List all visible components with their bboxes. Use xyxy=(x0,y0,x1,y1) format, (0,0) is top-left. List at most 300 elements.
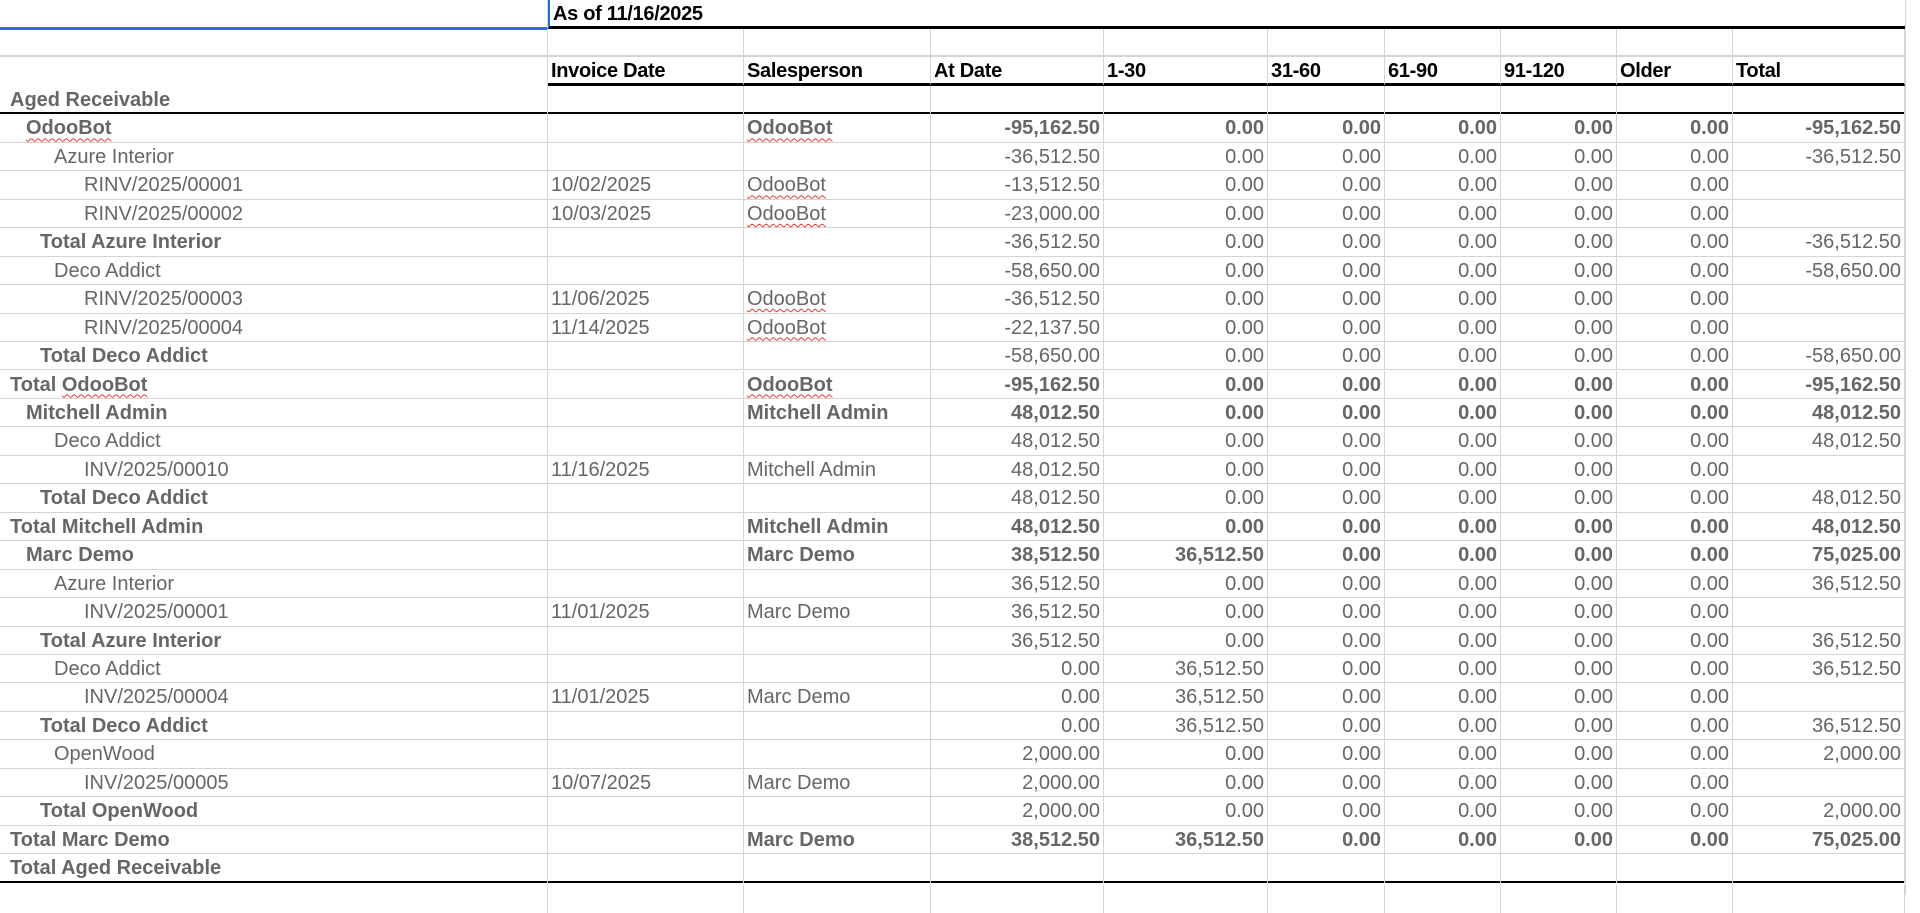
amount-total[interactable] xyxy=(1733,200,1905,228)
amount-at-date[interactable]: -95,162.50 xyxy=(931,371,1104,399)
row-label[interactable] xyxy=(0,456,548,484)
amount-1-30[interactable]: 0.00 xyxy=(1104,427,1268,455)
header-total[interactable]: Total xyxy=(1733,57,1905,86)
amount-91-120[interactable]: 0.00 xyxy=(1501,257,1617,285)
row-label[interactable] xyxy=(0,285,548,313)
amount-61-90[interactable]: 0.00 xyxy=(1385,826,1501,854)
amount-at-date[interactable]: -58,650.00 xyxy=(931,342,1104,370)
salesperson-cell[interactable] xyxy=(744,257,931,285)
amount-1-30[interactable]: 0.00 xyxy=(1104,171,1268,199)
row-label[interactable] xyxy=(0,143,548,171)
amount-older[interactable]: 0.00 xyxy=(1617,399,1733,427)
amount-91-120[interactable]: 0.00 xyxy=(1501,570,1617,598)
amount-31-60[interactable]: 0.00 xyxy=(1268,826,1385,854)
amount-older[interactable]: 0.00 xyxy=(1617,342,1733,370)
amount-total[interactable]: -95,162.50 xyxy=(1733,371,1905,399)
row-label[interactable] xyxy=(0,513,548,541)
amount-older[interactable]: 0.00 xyxy=(1617,570,1733,598)
amount-total[interactable]: 2,000.00 xyxy=(1733,740,1905,768)
cell-a1[interactable] xyxy=(0,0,548,30)
row-label[interactable] xyxy=(0,399,548,427)
amount-1-30[interactable]: 0.00 xyxy=(1104,769,1268,797)
amount-older[interactable]: 0.00 xyxy=(1617,655,1733,683)
amount-1-30[interactable] xyxy=(1104,854,1268,882)
row-label[interactable] xyxy=(0,797,548,825)
salesperson-cell[interactable] xyxy=(744,86,931,114)
amount-at-date[interactable]: 38,512.50 xyxy=(931,541,1104,569)
amount-1-30[interactable]: 36,512.50 xyxy=(1104,541,1268,569)
amount-61-90[interactable]: 0.00 xyxy=(1385,285,1501,313)
amount-total[interactable]: 2,000.00 xyxy=(1733,797,1905,825)
amount-1-30[interactable] xyxy=(1104,86,1268,114)
amount-91-120[interactable] xyxy=(1501,854,1617,882)
amount-91-120[interactable]: 0.00 xyxy=(1501,200,1617,228)
amount-61-90[interactable]: 0.00 xyxy=(1385,627,1501,655)
invoice-date-cell[interactable] xyxy=(548,712,744,740)
row-label[interactable] xyxy=(0,655,548,683)
invoice-date-cell[interactable] xyxy=(548,399,744,427)
amount-61-90[interactable]: 0.00 xyxy=(1385,598,1501,626)
amount-at-date[interactable]: 36,512.50 xyxy=(931,598,1104,626)
amount-older[interactable] xyxy=(1617,854,1733,882)
invoice-date-cell[interactable] xyxy=(548,228,744,256)
amount-at-date[interactable]: -23,000.00 xyxy=(931,200,1104,228)
amount-1-30[interactable]: 0.00 xyxy=(1104,371,1268,399)
salesperson-cell[interactable] xyxy=(744,797,931,825)
amount-total[interactable]: 48,012.50 xyxy=(1733,427,1905,455)
amount-91-120[interactable]: 0.00 xyxy=(1501,342,1617,370)
row-label[interactable] xyxy=(0,826,548,854)
amount-31-60[interactable]: 0.00 xyxy=(1268,541,1385,569)
invoice-date-cell[interactable] xyxy=(548,484,744,512)
amount-older[interactable] xyxy=(1617,86,1733,114)
amount-31-60[interactable]: 0.00 xyxy=(1268,769,1385,797)
amount-91-120[interactable]: 0.00 xyxy=(1501,655,1617,683)
amount-1-30[interactable]: 0.00 xyxy=(1104,456,1268,484)
amount-91-120[interactable] xyxy=(1501,86,1617,114)
invoice-date-cell[interactable]: 10/03/2025 xyxy=(548,200,744,228)
amount-total[interactable] xyxy=(1733,86,1905,114)
amount-total[interactable]: -95,162.50 xyxy=(1733,114,1905,142)
amount-at-date[interactable]: 38,512.50 xyxy=(931,826,1104,854)
amount-91-120[interactable]: 0.00 xyxy=(1501,797,1617,825)
amount-61-90[interactable] xyxy=(1385,854,1501,882)
amount-older[interactable]: 0.00 xyxy=(1617,826,1733,854)
amount-61-90[interactable]: 0.00 xyxy=(1385,314,1501,342)
cell[interactable] xyxy=(1501,885,1617,913)
amount-older[interactable]: 0.00 xyxy=(1617,683,1733,711)
amount-31-60[interactable]: 0.00 xyxy=(1268,285,1385,313)
invoice-date-cell[interactable] xyxy=(548,854,744,882)
salesperson-cell[interactable] xyxy=(744,143,931,171)
salesperson-cell[interactable] xyxy=(744,399,931,427)
amount-61-90[interactable]: 0.00 xyxy=(1385,200,1501,228)
amount-61-90[interactable]: 0.00 xyxy=(1385,257,1501,285)
amount-91-120[interactable]: 0.00 xyxy=(1501,399,1617,427)
invoice-date-cell[interactable] xyxy=(548,114,744,142)
cell[interactable] xyxy=(1501,29,1617,57)
amount-91-120[interactable]: 0.00 xyxy=(1501,228,1617,256)
invoice-date-cell[interactable] xyxy=(548,143,744,171)
header-1-30[interactable]: 1-30 xyxy=(1104,57,1268,86)
amount-1-30[interactable]: 0.00 xyxy=(1104,314,1268,342)
amount-1-30[interactable]: 0.00 xyxy=(1104,740,1268,768)
amount-total[interactable]: -58,650.00 xyxy=(1733,342,1905,370)
amount-older[interactable]: 0.00 xyxy=(1617,427,1733,455)
cell[interactable] xyxy=(0,885,548,913)
amount-total[interactable] xyxy=(1733,285,1905,313)
amount-total[interactable]: 75,025.00 xyxy=(1733,541,1905,569)
header-older[interactable]: Older xyxy=(1617,57,1733,86)
invoice-date-cell[interactable] xyxy=(548,257,744,285)
amount-31-60[interactable]: 0.00 xyxy=(1268,314,1385,342)
salesperson-cell[interactable] xyxy=(744,826,931,854)
amount-older[interactable]: 0.00 xyxy=(1617,456,1733,484)
amount-older[interactable]: 0.00 xyxy=(1617,598,1733,626)
amount-at-date[interactable]: 48,012.50 xyxy=(931,427,1104,455)
amount-total[interactable] xyxy=(1733,769,1905,797)
amount-1-30[interactable]: 0.00 xyxy=(1104,598,1268,626)
amount-91-120[interactable]: 0.00 xyxy=(1501,143,1617,171)
salesperson-cell[interactable] xyxy=(744,285,931,313)
amount-older[interactable]: 0.00 xyxy=(1617,228,1733,256)
amount-31-60[interactable]: 0.00 xyxy=(1268,171,1385,199)
amount-older[interactable]: 0.00 xyxy=(1617,171,1733,199)
amount-at-date[interactable]: 48,012.50 xyxy=(931,399,1104,427)
amount-61-90[interactable]: 0.00 xyxy=(1385,456,1501,484)
invoice-date-cell[interactable] xyxy=(548,740,744,768)
invoice-date-cell[interactable] xyxy=(548,427,744,455)
amount-at-date[interactable]: -58,650.00 xyxy=(931,257,1104,285)
invoice-date-cell[interactable]: 11/01/2025 xyxy=(548,598,744,626)
amount-31-60[interactable]: 0.00 xyxy=(1268,484,1385,512)
header-salesperson[interactable]: Salesperson xyxy=(744,57,931,86)
amount-1-30[interactable]: 0.00 xyxy=(1104,285,1268,313)
salesperson-cell[interactable] xyxy=(744,114,931,142)
amount-61-90[interactable]: 0.00 xyxy=(1385,541,1501,569)
amount-31-60[interactable]: 0.00 xyxy=(1268,456,1385,484)
amount-total[interactable]: 36,512.50 xyxy=(1733,627,1905,655)
amount-91-120[interactable]: 0.00 xyxy=(1501,314,1617,342)
salesperson-cell[interactable] xyxy=(744,456,931,484)
amount-31-60[interactable]: 0.00 xyxy=(1268,655,1385,683)
row-label[interactable] xyxy=(0,683,548,711)
amount-61-90[interactable]: 0.00 xyxy=(1385,769,1501,797)
row-label[interactable] xyxy=(0,570,548,598)
row-label[interactable] xyxy=(0,371,548,399)
cell[interactable] xyxy=(548,29,744,57)
amount-31-60[interactable]: 0.00 xyxy=(1268,342,1385,370)
amount-at-date[interactable]: -36,512.50 xyxy=(931,228,1104,256)
row-label[interactable] xyxy=(0,627,548,655)
amount-older[interactable]: 0.00 xyxy=(1617,285,1733,313)
amount-at-date[interactable]: -13,512.50 xyxy=(931,171,1104,199)
amount-at-date[interactable]: 48,012.50 xyxy=(931,456,1104,484)
amount-1-30[interactable]: 0.00 xyxy=(1104,143,1268,171)
amount-at-date[interactable]: 2,000.00 xyxy=(931,740,1104,768)
amount-at-date[interactable]: 0.00 xyxy=(931,683,1104,711)
amount-31-60[interactable]: 0.00 xyxy=(1268,371,1385,399)
amount-91-120[interactable]: 0.00 xyxy=(1501,740,1617,768)
amount-31-60[interactable]: 0.00 xyxy=(1268,143,1385,171)
salesperson-cell[interactable] xyxy=(744,171,931,199)
amount-91-120[interactable]: 0.00 xyxy=(1501,371,1617,399)
amount-older[interactable]: 0.00 xyxy=(1617,314,1733,342)
header-at-date[interactable]: At Date xyxy=(931,57,1104,86)
row-label[interactable] xyxy=(0,854,548,882)
amount-1-30[interactable]: 0.00 xyxy=(1104,342,1268,370)
amount-1-30[interactable]: 0.00 xyxy=(1104,200,1268,228)
amount-at-date[interactable]: -95,162.50 xyxy=(931,114,1104,142)
amount-61-90[interactable]: 0.00 xyxy=(1385,143,1501,171)
amount-61-90[interactable]: 0.00 xyxy=(1385,114,1501,142)
amount-older[interactable]: 0.00 xyxy=(1617,740,1733,768)
amount-older[interactable]: 0.00 xyxy=(1617,484,1733,512)
cell[interactable] xyxy=(1385,29,1501,57)
cell[interactable] xyxy=(1104,29,1268,57)
amount-91-120[interactable]: 0.00 xyxy=(1501,541,1617,569)
amount-31-60[interactable]: 0.00 xyxy=(1268,114,1385,142)
salesperson-cell[interactable] xyxy=(744,427,931,455)
amount-91-120[interactable]: 0.00 xyxy=(1501,427,1617,455)
amount-31-60[interactable]: 0.00 xyxy=(1268,228,1385,256)
row-label[interactable] xyxy=(0,200,548,228)
invoice-date-cell[interactable]: 10/07/2025 xyxy=(548,769,744,797)
amount-91-120[interactable]: 0.00 xyxy=(1501,712,1617,740)
amount-61-90[interactable]: 0.00 xyxy=(1385,484,1501,512)
amount-91-120[interactable]: 0.00 xyxy=(1501,484,1617,512)
amount-91-120[interactable]: 0.00 xyxy=(1501,683,1617,711)
amount-total[interactable]: -58,650.00 xyxy=(1733,257,1905,285)
cell[interactable] xyxy=(0,57,548,85)
invoice-date-cell[interactable] xyxy=(548,541,744,569)
amount-31-60[interactable]: 0.00 xyxy=(1268,740,1385,768)
amount-older[interactable]: 0.00 xyxy=(1617,143,1733,171)
amount-61-90[interactable]: 0.00 xyxy=(1385,371,1501,399)
amount-1-30[interactable]: 36,512.50 xyxy=(1104,712,1268,740)
cell[interactable] xyxy=(931,29,1104,57)
salesperson-cell[interactable] xyxy=(744,541,931,569)
row-label[interactable] xyxy=(0,114,548,142)
cell[interactable] xyxy=(744,885,931,913)
amount-61-90[interactable] xyxy=(1385,86,1501,114)
amount-at-date[interactable]: -22,137.50 xyxy=(931,314,1104,342)
amount-1-30[interactable]: 0.00 xyxy=(1104,570,1268,598)
amount-total[interactable] xyxy=(1733,456,1905,484)
cell[interactable] xyxy=(1268,885,1385,913)
amount-61-90[interactable]: 0.00 xyxy=(1385,427,1501,455)
amount-older[interactable]: 0.00 xyxy=(1617,769,1733,797)
amount-total[interactable] xyxy=(1733,171,1905,199)
row-label[interactable] xyxy=(0,427,548,455)
salesperson-cell[interactable] xyxy=(744,598,931,626)
amount-total[interactable]: 36,512.50 xyxy=(1733,570,1905,598)
amount-91-120[interactable]: 0.00 xyxy=(1501,114,1617,142)
invoice-date-cell[interactable] xyxy=(548,513,744,541)
amount-31-60[interactable]: 0.00 xyxy=(1268,598,1385,626)
salesperson-cell[interactable] xyxy=(744,740,931,768)
cell[interactable] xyxy=(1733,29,1905,57)
amount-91-120[interactable]: 0.00 xyxy=(1501,598,1617,626)
invoice-date-cell[interactable]: 11/01/2025 xyxy=(548,683,744,711)
salesperson-cell[interactable] xyxy=(744,371,931,399)
amount-older[interactable]: 0.00 xyxy=(1617,712,1733,740)
invoice-date-cell[interactable] xyxy=(548,627,744,655)
salesperson-cell[interactable] xyxy=(744,228,931,256)
amount-31-60[interactable] xyxy=(1268,854,1385,882)
salesperson-cell[interactable] xyxy=(744,314,931,342)
salesperson-cell[interactable] xyxy=(744,200,931,228)
amount-total[interactable]: 36,512.50 xyxy=(1733,712,1905,740)
amount-total[interactable] xyxy=(1733,854,1905,882)
amount-older[interactable]: 0.00 xyxy=(1617,627,1733,655)
amount-at-date[interactable]: 0.00 xyxy=(931,712,1104,740)
cell[interactable] xyxy=(931,885,1104,913)
salesperson-cell[interactable] xyxy=(744,712,931,740)
amount-at-date[interactable]: -36,512.50 xyxy=(931,285,1104,313)
amount-1-30[interactable]: 0.00 xyxy=(1104,484,1268,512)
cell[interactable] xyxy=(1617,885,1733,913)
salesperson-cell[interactable] xyxy=(744,570,931,598)
salesperson-cell[interactable] xyxy=(744,854,931,882)
header-31-60[interactable]: 31-60 xyxy=(1268,57,1385,86)
cell[interactable] xyxy=(0,29,548,57)
amount-31-60[interactable] xyxy=(1268,86,1385,114)
cell[interactable] xyxy=(1617,29,1733,57)
cell[interactable] xyxy=(1733,885,1905,913)
header-invoice-date[interactable]: Invoice Date xyxy=(548,57,744,86)
amount-1-30[interactable]: 0.00 xyxy=(1104,797,1268,825)
amount-31-60[interactable]: 0.00 xyxy=(1268,200,1385,228)
amount-at-date[interactable]: 48,012.50 xyxy=(931,513,1104,541)
amount-31-60[interactable]: 0.00 xyxy=(1268,683,1385,711)
row-label[interactable] xyxy=(0,598,548,626)
amount-1-30[interactable]: 0.00 xyxy=(1104,257,1268,285)
invoice-date-cell[interactable] xyxy=(548,371,744,399)
amount-at-date[interactable]: 48,012.50 xyxy=(931,484,1104,512)
salesperson-cell[interactable] xyxy=(744,513,931,541)
amount-1-30[interactable]: 0.00 xyxy=(1104,513,1268,541)
amount-at-date[interactable] xyxy=(931,86,1104,114)
amount-total[interactable]: -36,512.50 xyxy=(1733,228,1905,256)
amount-total[interactable]: 48,012.50 xyxy=(1733,513,1905,541)
amount-61-90[interactable]: 0.00 xyxy=(1385,683,1501,711)
amount-61-90[interactable]: 0.00 xyxy=(1385,171,1501,199)
invoice-date-cell[interactable] xyxy=(548,826,744,854)
amount-1-30[interactable]: 0.00 xyxy=(1104,627,1268,655)
row-label[interactable] xyxy=(0,484,548,512)
amount-61-90[interactable]: 0.00 xyxy=(1385,513,1501,541)
row-label[interactable] xyxy=(0,228,548,256)
amount-61-90[interactable]: 0.00 xyxy=(1385,740,1501,768)
invoice-date-cell[interactable]: 11/14/2025 xyxy=(548,314,744,342)
salesperson-cell[interactable] xyxy=(744,484,931,512)
invoice-date-cell[interactable] xyxy=(548,86,744,114)
amount-61-90[interactable]: 0.00 xyxy=(1385,712,1501,740)
amount-older[interactable]: 0.00 xyxy=(1617,114,1733,142)
amount-total[interactable] xyxy=(1733,683,1905,711)
amount-at-date[interactable]: 36,512.50 xyxy=(931,570,1104,598)
amount-31-60[interactable]: 0.00 xyxy=(1268,712,1385,740)
amount-1-30[interactable]: 0.00 xyxy=(1104,114,1268,142)
header-61-90[interactable]: 61-90 xyxy=(1385,57,1501,86)
salesperson-cell[interactable] xyxy=(744,683,931,711)
amount-at-date[interactable]: 36,512.50 xyxy=(931,627,1104,655)
amount-61-90[interactable]: 0.00 xyxy=(1385,399,1501,427)
cell[interactable] xyxy=(1104,885,1268,913)
amount-61-90[interactable]: 0.00 xyxy=(1385,655,1501,683)
salesperson-cell[interactable] xyxy=(744,342,931,370)
amount-older[interactable]: 0.00 xyxy=(1617,371,1733,399)
amount-31-60[interactable]: 0.00 xyxy=(1268,399,1385,427)
row-label[interactable] xyxy=(0,171,548,199)
cell[interactable] xyxy=(1385,885,1501,913)
amount-31-60[interactable]: 0.00 xyxy=(1268,427,1385,455)
amount-1-30[interactable]: 36,512.50 xyxy=(1104,826,1268,854)
amount-91-120[interactable]: 0.00 xyxy=(1501,769,1617,797)
invoice-date-cell[interactable] xyxy=(548,797,744,825)
row-label[interactable] xyxy=(0,86,548,114)
amount-91-120[interactable]: 0.00 xyxy=(1501,456,1617,484)
amount-91-120[interactable]: 0.00 xyxy=(1501,826,1617,854)
amount-at-date[interactable]: 2,000.00 xyxy=(931,797,1104,825)
amount-total[interactable]: 48,012.50 xyxy=(1733,399,1905,427)
amount-91-120[interactable]: 0.00 xyxy=(1501,513,1617,541)
amount-31-60[interactable]: 0.00 xyxy=(1268,570,1385,598)
invoice-date-cell[interactable] xyxy=(548,655,744,683)
amount-61-90[interactable]: 0.00 xyxy=(1385,570,1501,598)
amount-1-30[interactable]: 36,512.50 xyxy=(1104,683,1268,711)
amount-older[interactable]: 0.00 xyxy=(1617,541,1733,569)
amount-91-120[interactable]: 0.00 xyxy=(1501,171,1617,199)
amount-older[interactable]: 0.00 xyxy=(1617,257,1733,285)
amount-91-120[interactable]: 0.00 xyxy=(1501,627,1617,655)
row-label[interactable] xyxy=(0,712,548,740)
cell[interactable] xyxy=(1268,29,1385,57)
amount-1-30[interactable]: 0.00 xyxy=(1104,399,1268,427)
amount-at-date[interactable]: 0.00 xyxy=(931,655,1104,683)
amount-1-30[interactable]: 0.00 xyxy=(1104,228,1268,256)
cell[interactable] xyxy=(744,29,931,57)
row-label[interactable] xyxy=(0,541,548,569)
amount-61-90[interactable]: 0.00 xyxy=(1385,797,1501,825)
header-91-120[interactable]: 91-120 xyxy=(1501,57,1617,86)
row-label[interactable] xyxy=(0,314,548,342)
amount-31-60[interactable]: 0.00 xyxy=(1268,257,1385,285)
row-label[interactable] xyxy=(0,342,548,370)
invoice-date-cell[interactable]: 11/06/2025 xyxy=(548,285,744,313)
amount-at-date[interactable] xyxy=(931,854,1104,882)
amount-1-30[interactable]: 36,512.50 xyxy=(1104,655,1268,683)
amount-91-120[interactable]: 0.00 xyxy=(1501,285,1617,313)
amount-older[interactable]: 0.00 xyxy=(1617,797,1733,825)
amount-total[interactable]: 36,512.50 xyxy=(1733,655,1905,683)
amount-older[interactable]: 0.00 xyxy=(1617,200,1733,228)
amount-total[interactable] xyxy=(1733,314,1905,342)
invoice-date-cell[interactable] xyxy=(548,342,744,370)
amount-61-90[interactable]: 0.00 xyxy=(1385,342,1501,370)
invoice-date-cell[interactable]: 10/02/2025 xyxy=(548,171,744,199)
row-label[interactable] xyxy=(0,257,548,285)
amount-total[interactable]: 75,025.00 xyxy=(1733,826,1905,854)
amount-at-date[interactable]: -36,512.50 xyxy=(931,143,1104,171)
row-label[interactable] xyxy=(0,769,548,797)
salesperson-cell[interactable] xyxy=(744,655,931,683)
salesperson-cell[interactable] xyxy=(744,627,931,655)
invoice-date-cell[interactable] xyxy=(548,570,744,598)
as-of-date[interactable]: As of 11/16/2025 xyxy=(548,0,1905,29)
amount-61-90[interactable]: 0.00 xyxy=(1385,228,1501,256)
